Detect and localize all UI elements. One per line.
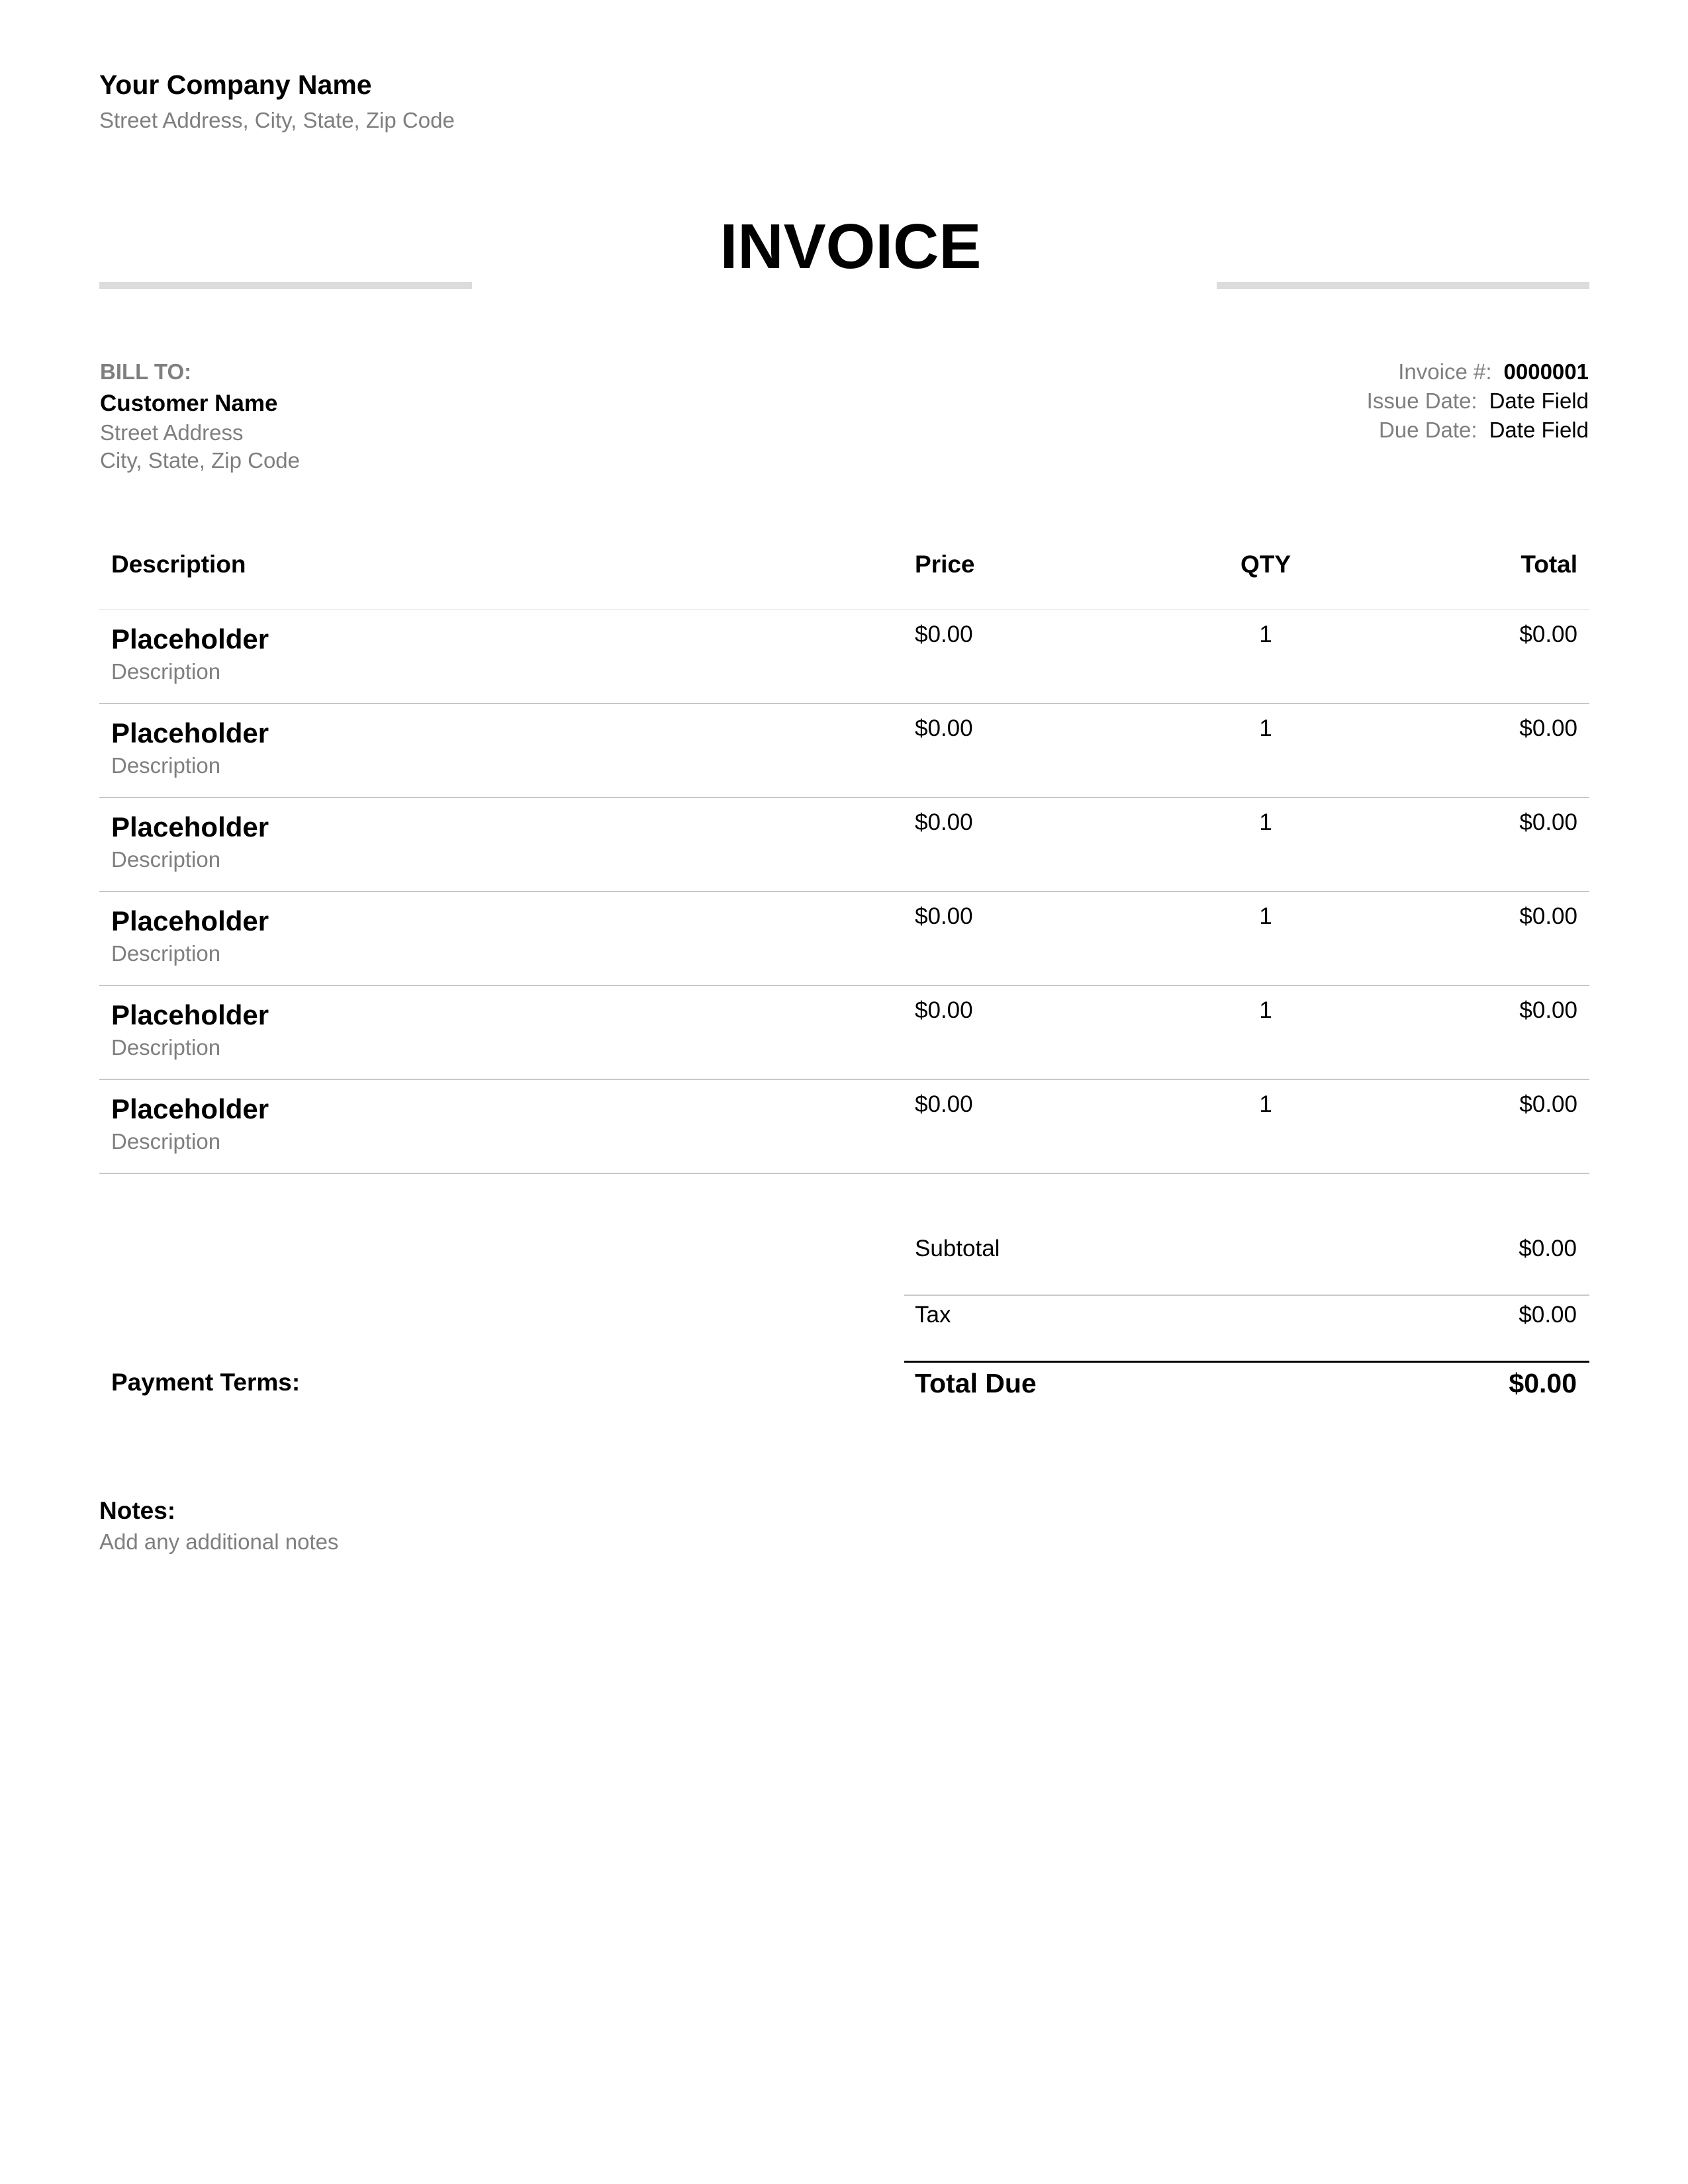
issue-date-row [1367,387,1589,416]
header-total: Total [1521,551,1577,578]
item-description: Description [111,1129,221,1154]
due-date-row [1379,416,1589,445]
due-date-label: Due Date: [1379,418,1477,442]
due-date-value: Date Field [1489,418,1589,442]
total-due-label: Total Due [915,1368,1037,1398]
item-price: $0.00 [915,997,973,1023]
table-row [99,1080,1589,1174]
customer-street: Street Address [100,420,244,445]
subtotal-label: Subtotal [915,1236,1000,1261]
item-qty: 1 [1259,903,1272,929]
header-description: Description [111,551,246,578]
table-row [99,704,1589,798]
table-row [99,798,1589,892]
total-due-value: $0.00 [1509,1368,1577,1398]
item-name: Placeholder [111,623,269,655]
company-name: Your Company Name [99,69,372,100]
item-price: $0.00 [915,621,973,647]
item-price: $0.00 [915,715,973,741]
notes-text: Add any additional notes [99,1529,339,1554]
item-name: Placeholder [111,999,269,1030]
totals-divider [904,1295,1589,1296]
notes-label: Notes: [99,1497,176,1524]
item-qty: 1 [1259,997,1272,1023]
customer-city-line: City, State, Zip Code [100,448,301,473]
item-name: Placeholder [111,717,269,749]
invoice-number-label: Invoice #: [1398,359,1492,384]
item-qty: 1 [1259,621,1272,647]
item-name: Placeholder [111,811,269,842]
item-name: Placeholder [111,905,269,936]
item-total: $0.00 [1519,809,1577,835]
items-table-header [99,535,1589,610]
tax-label: Tax [915,1302,951,1328]
table-row [99,892,1589,986]
subtotal-value: $0.00 [1519,1236,1577,1261]
issue-date-label: Issue Date: [1366,388,1477,413]
item-price: $0.00 [915,1091,973,1117]
item-name: Placeholder [111,1093,269,1124]
total-due-divider [904,1361,1589,1363]
table-row [99,610,1589,704]
company-address: Street Address, City, State, Zip Code [99,108,455,132]
item-description: Description [111,659,221,684]
item-total: $0.00 [1519,621,1577,647]
bill-to-label: BILL TO: [100,359,192,384]
invoice-number-row [1398,357,1589,387]
item-total: $0.00 [1519,1091,1577,1117]
tax-value: $0.00 [1519,1302,1577,1328]
item-qty: 1 [1259,1091,1272,1117]
item-description: Description [111,1035,221,1060]
item-total: $0.00 [1519,903,1577,929]
payment-terms-label: Payment Terms: [111,1369,301,1396]
items-table [99,535,1589,1174]
header-qty: QTY [1240,551,1291,578]
item-description: Description [111,941,221,966]
item-total: $0.00 [1519,997,1577,1023]
item-price: $0.00 [915,809,973,835]
issue-date-value: Date Field [1489,388,1589,413]
invoice-number-value: 0000001 [1503,359,1589,384]
item-qty: 1 [1259,715,1272,741]
header-price: Price [915,551,975,578]
item-total: $0.00 [1519,715,1577,741]
title-rule-right [1217,282,1589,289]
table-row [99,986,1589,1080]
item-description: Description [111,847,221,872]
customer-name: Customer Name [100,390,278,416]
item-qty: 1 [1259,809,1272,835]
item-price: $0.00 [915,903,973,929]
invoice-title: INVOICE [720,211,982,282]
item-description: Description [111,753,221,778]
